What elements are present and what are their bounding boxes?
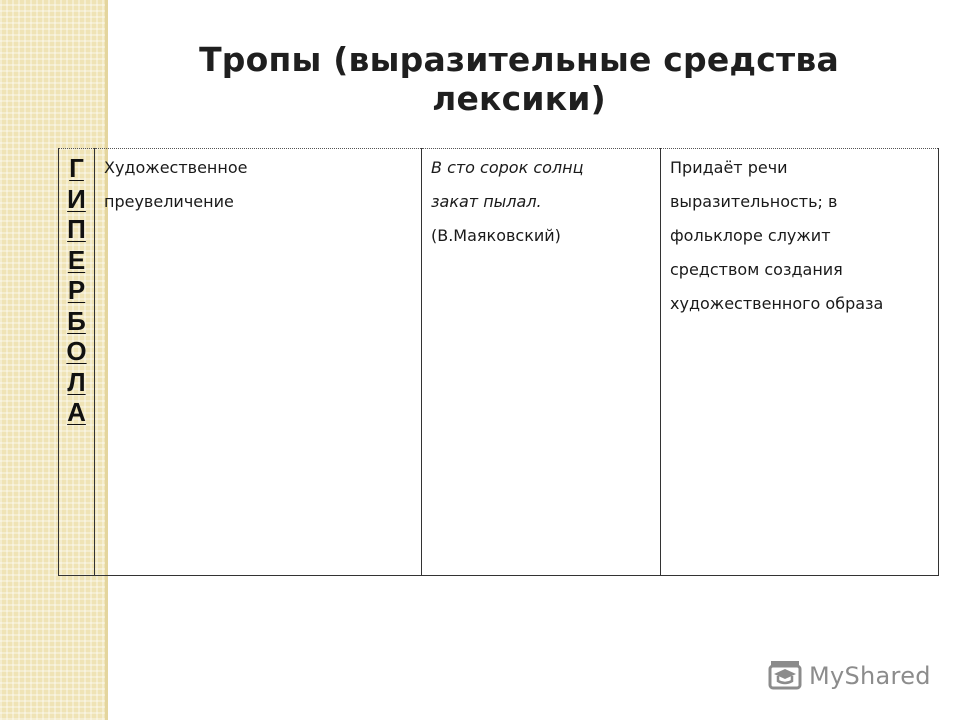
term-cell xyxy=(59,149,95,576)
term-letter: А xyxy=(67,397,86,427)
function-line: выразительность; в xyxy=(670,192,838,211)
term-letter: Г xyxy=(69,153,84,183)
table-row xyxy=(59,149,939,576)
mortarboard-icon xyxy=(767,658,803,694)
term-letter: И xyxy=(67,183,86,214)
example-author: (В.Маяковский) xyxy=(431,226,561,245)
term-letter: Е xyxy=(67,244,86,275)
example-line: В сто сорок солнц xyxy=(431,158,584,177)
function-line: фольклоре служит xyxy=(670,226,831,245)
term-letter: Б xyxy=(67,305,86,336)
function-line: средством создания xyxy=(670,260,843,279)
definition-line: преувеличение xyxy=(104,192,234,211)
term-letter: П xyxy=(67,214,86,244)
definition-line: Художественное xyxy=(104,158,248,177)
term-letter: О xyxy=(66,336,87,366)
function-line: Придаёт речи xyxy=(670,158,788,177)
watermark-logo xyxy=(767,656,931,696)
watermark-text: MyShared xyxy=(809,662,931,690)
term-letter: Р xyxy=(67,275,86,305)
definition-cell xyxy=(95,149,422,576)
example-line: закат пылал. xyxy=(431,192,542,211)
tropes-table xyxy=(58,148,939,576)
slide-title: Тропы (выразительные средства лексики) xyxy=(199,40,839,118)
term-letter: Л xyxy=(67,366,86,397)
example-cell xyxy=(422,149,661,576)
function-cell xyxy=(661,149,939,576)
function-line: художественного образа xyxy=(670,294,884,313)
